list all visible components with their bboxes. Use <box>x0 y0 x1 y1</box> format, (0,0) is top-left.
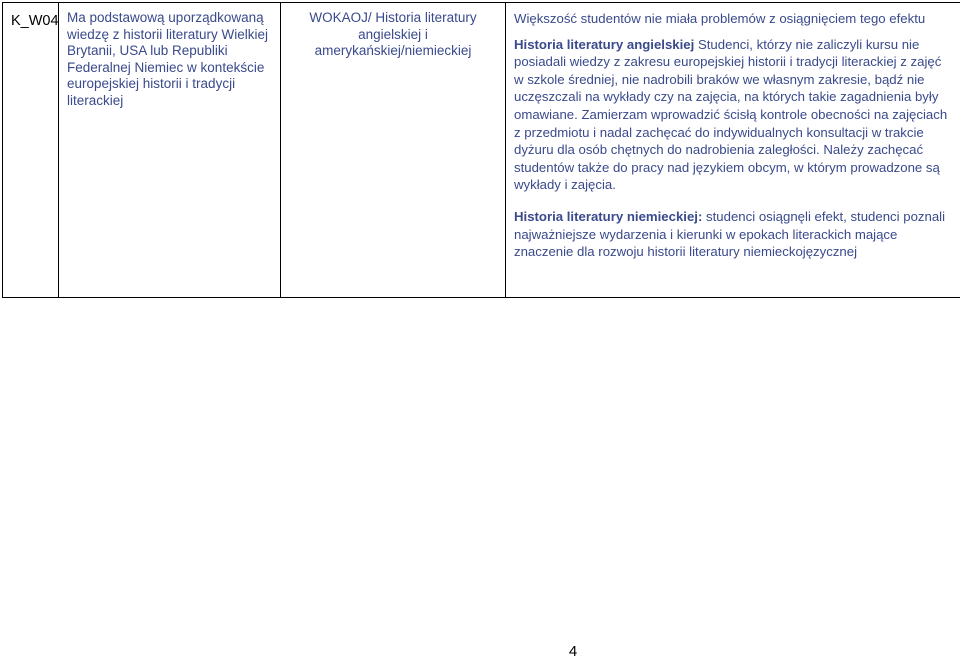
page-number: 4 <box>568 643 578 660</box>
german-paragraph <box>514 208 954 261</box>
learning-outcomes-table <box>2 2 960 298</box>
english-paragraph <box>514 36 954 194</box>
description-cell <box>59 3 281 298</box>
outcome-description: Ma podstawową uporządkowaną wiedzę z historii literatury Wielkiej Brytanii, USA lub Republiki Federalnej Niemiec w kontekście europejskiej historii i tradycji literackiej <box>67 10 269 108</box>
outcome-code: K_W04 <box>11 13 59 29</box>
course-name: WOKAOJ/ Historia literatury angielskiej i amerykańskiej/niemieckiej <box>309 10 477 59</box>
evaluation-cell <box>506 3 960 298</box>
german-text: studenci osiągnęli efekt, studenci poznali najważniejsze wydarzenia i kierunki w epokach literackich mające znaczenie dla rozwoju historii literatury niemieckojęzycznej <box>514 208 946 260</box>
german-heading: Historia literatury niemieckiej: <box>514 208 703 224</box>
table-row <box>3 3 960 298</box>
course-cell <box>281 3 506 298</box>
english-text: Studenci, którzy nie zaliczyli kursu nie posiadali wiedzy z zakresu europejskiej historii i tradycji literackiej z zajęć w szkole średniej, nie nadrobili braków we własnym zakresie, bądź nie uczęszczali na wykłady czy na zajęcia, na których takie zagadnienia były omawiane. Zamierzam wprowadzić ścisłą kontrole obecności na zajęciach z przedmiotu i nadal zachęcać do indywidualnych konsultacji w trakcie dyżuru dla osób chętnych do nadrobienia zaległości. Należy zachęcać studentów także do pracy nad językiem obcym, w którym prowadzone są wykłady i zajęcia. <box>514 36 948 193</box>
effect-intro: Większość studentów nie miała problemów z osiągnięciem tego efektu <box>514 11 926 26</box>
evaluation-text <box>506 3 960 261</box>
code-cell <box>3 3 59 298</box>
english-heading: Historia literatury angielskiej <box>514 36 695 52</box>
